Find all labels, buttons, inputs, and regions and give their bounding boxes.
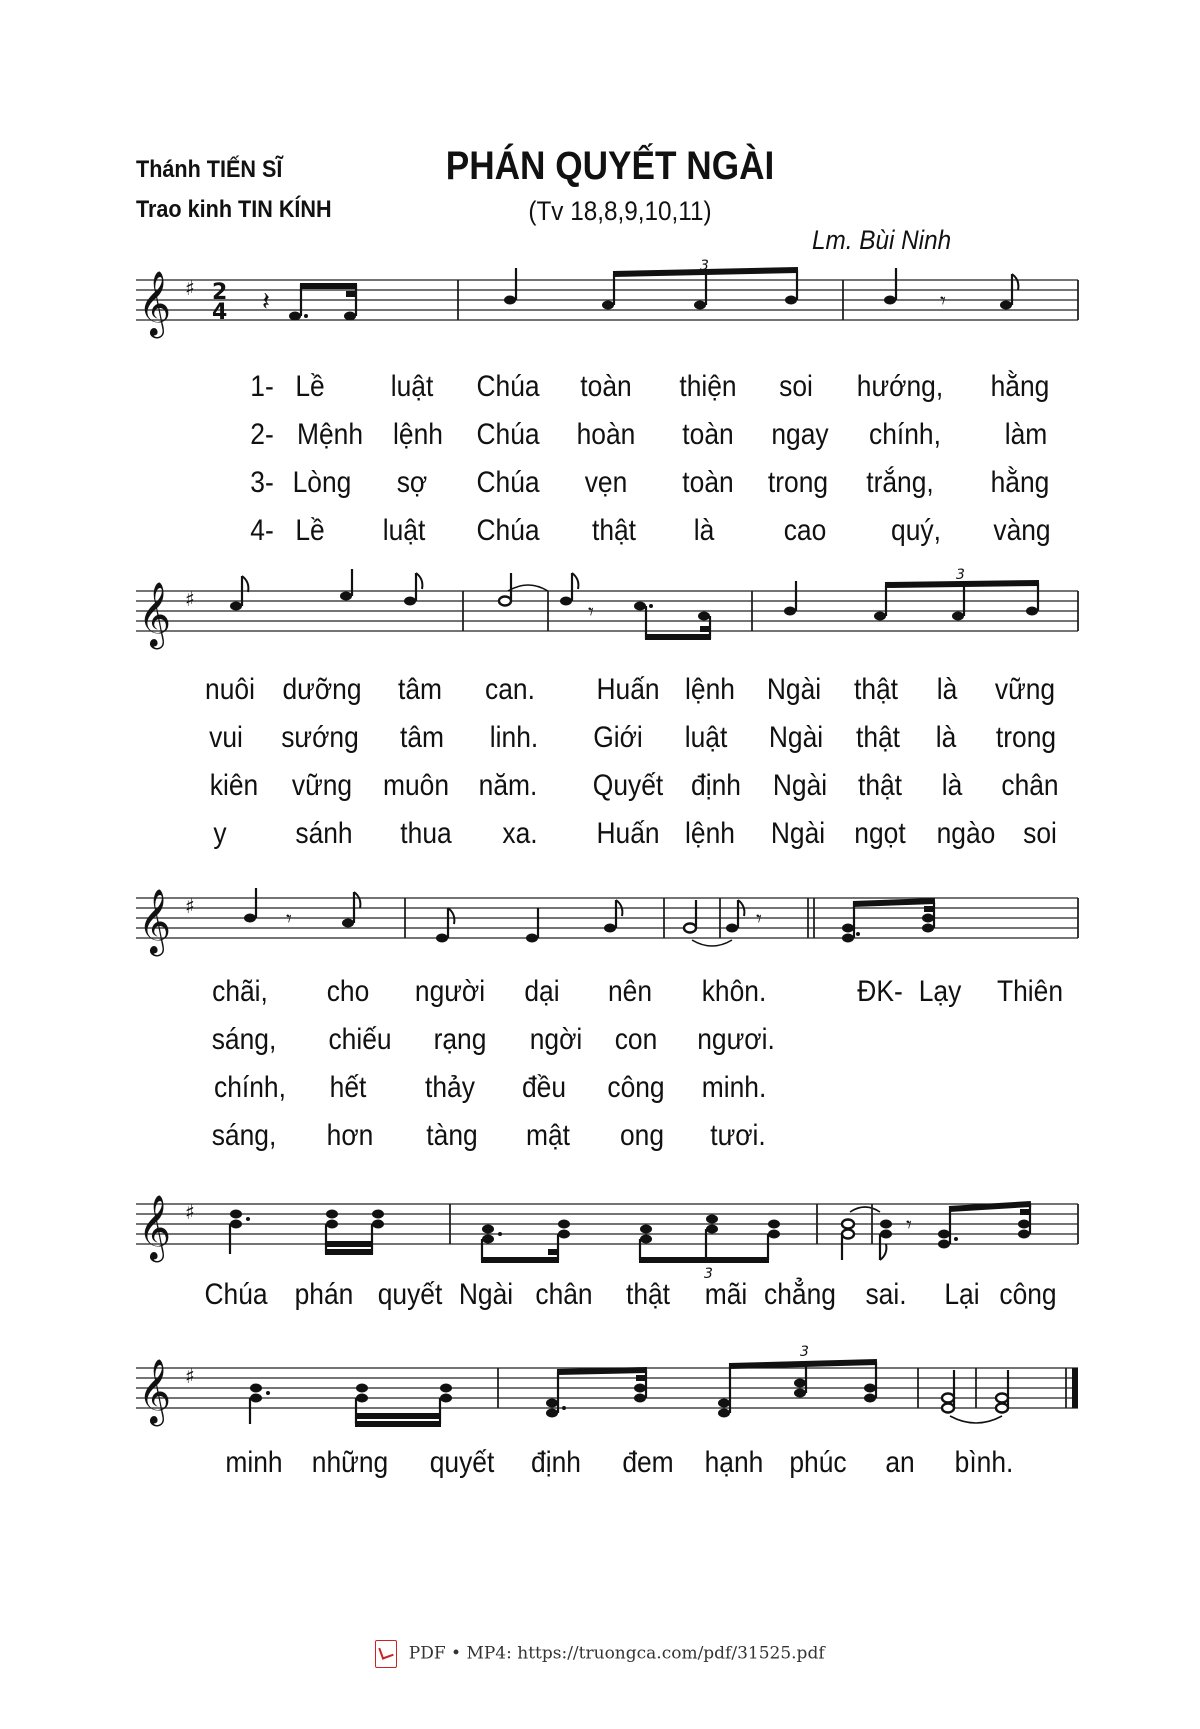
lyric-syllable: hoàn: [576, 418, 636, 451]
lyric-syllable: an: [885, 1446, 915, 1479]
note: [372, 1220, 384, 1229]
note: [1018, 1220, 1030, 1229]
lyric-syllable: hướng,: [856, 370, 944, 403]
note: [440, 1384, 452, 1393]
lyric-syllable: trắng,: [866, 466, 934, 499]
lyric-syllable: thật: [855, 721, 901, 754]
note: [356, 1384, 368, 1393]
note: [706, 1215, 718, 1224]
note: [1018, 1230, 1030, 1239]
lyric-syllable: Chúa: [204, 1278, 268, 1311]
lyric-syllable: tàng: [426, 1119, 478, 1152]
footer-link[interactable]: PDF • MP4: https://truongca.com/pdf/31525.pdf: [408, 1643, 825, 1664]
note: [938, 1240, 950, 1249]
lyric-syllable: hơn: [326, 1119, 374, 1152]
treble-clef: 𝄞: [138, 1359, 172, 1424]
lyric-syllable: dại: [524, 975, 560, 1008]
lyric-syllable: sướng: [281, 721, 359, 754]
lyric-syllable: lệnh: [685, 817, 735, 850]
half-note: [942, 1404, 954, 1413]
staff-system-4: [0, 1186, 1200, 1282]
half-note: [842, 1230, 854, 1239]
lyric-syllable: soi: [779, 370, 813, 403]
note: [698, 612, 710, 621]
note: [938, 1230, 950, 1239]
note: [244, 914, 256, 923]
note: [768, 1230, 780, 1239]
lyric-syllable: trong: [995, 721, 1057, 754]
verse-line: [0, 1023, 1200, 1057]
lyric-syllable: quyết: [377, 1278, 443, 1311]
lyric-syllable: quý,: [891, 514, 941, 547]
lyric-syllable: toàn: [580, 370, 632, 403]
note: [952, 612, 964, 621]
lyric-syllable: mật: [525, 1119, 571, 1152]
staff-lines: [136, 1368, 1078, 1408]
lyric-syllable: chãi,: [212, 975, 268, 1008]
lyric-syllable: thật: [853, 673, 899, 706]
lyric-syllable: hạnh: [704, 1446, 764, 1479]
tie: [508, 585, 548, 591]
note: [726, 924, 738, 933]
note: [640, 1235, 652, 1244]
note: [706, 1225, 718, 1234]
staff-system-5: [0, 1344, 1200, 1424]
verse-number: 1-: [250, 370, 274, 403]
lyric-syllable: Chúa: [476, 418, 540, 451]
note: [718, 1409, 730, 1418]
lyric-syllable: thua: [400, 817, 452, 850]
note: [558, 1220, 570, 1229]
note: [342, 919, 354, 928]
note: [884, 296, 896, 305]
note: [230, 1220, 242, 1229]
lyric-syllable: định: [691, 769, 741, 802]
eighth-rest: 𝄾: [906, 1213, 912, 1238]
lyric-syllable: nuôi: [205, 673, 255, 706]
note: [289, 312, 301, 321]
lyric-syllable: Ngài: [458, 1278, 514, 1311]
note: [1000, 301, 1012, 310]
lyric-syllable: chân: [1001, 769, 1059, 802]
footer: [0, 1640, 1200, 1668]
lyric-syllable: muôn: [382, 769, 450, 802]
lyric-syllable: Ngài: [768, 721, 824, 754]
verse-line: [0, 1071, 1200, 1105]
lyrics-system-4: [0, 1278, 1200, 1312]
lyrics-system-5: [0, 1446, 1200, 1480]
time-signature-top: 2: [212, 280, 228, 305]
note: [340, 592, 352, 601]
tie: [950, 1416, 1002, 1423]
staff-lines: [136, 1204, 1078, 1244]
verse-line: [0, 817, 1200, 851]
note: [440, 1394, 452, 1403]
composer: Lm. Bùi Ninh: [812, 225, 952, 255]
note: [922, 914, 934, 923]
lyric-syllable: là: [693, 514, 715, 547]
lyric-syllable: cho: [326, 975, 370, 1008]
lyric-syllable: minh.: [701, 1071, 767, 1104]
lyric-syllable: làm: [1004, 418, 1048, 451]
triplet-mark: 3: [700, 258, 709, 274]
lyric-syllable: đều: [521, 1071, 567, 1104]
note: [546, 1409, 558, 1418]
lyric-syllable: Huấn: [596, 817, 660, 850]
verse-line: [0, 466, 1200, 500]
note: [634, 1384, 646, 1393]
note: [230, 1210, 242, 1219]
lyric-syllable: vững: [994, 673, 1056, 706]
lyric-syllable: vững: [291, 769, 353, 802]
lyric-syllable: lệnh: [685, 673, 735, 706]
note: [436, 934, 448, 943]
verse-line: [0, 514, 1200, 548]
dot: [304, 314, 308, 318]
lyric-syllable: dưỡng: [282, 673, 362, 706]
eighth-rest: 𝄾: [756, 907, 762, 932]
occasion-line-1: Thánh TIẾN SĨ: [136, 156, 283, 183]
lyric-syllable: thật: [857, 769, 903, 802]
note: [864, 1394, 876, 1403]
lyric-syllable: ngọt: [854, 817, 906, 850]
lyric-syllable: sánh: [295, 817, 353, 850]
tie: [692, 940, 732, 946]
lyric-syllable: minh: [225, 1446, 283, 1479]
lyric-syllable: Lạy: [918, 975, 962, 1008]
verse-line: [0, 673, 1200, 707]
verse-line: [0, 418, 1200, 452]
eighth-rest: 𝄾: [940, 289, 946, 314]
treble-clef: 𝄞: [138, 271, 172, 336]
half-note: [996, 1394, 1008, 1403]
lyric-syllable: hết: [329, 1071, 367, 1104]
staff-lines: [136, 280, 1078, 320]
lyric-syllable: tâm: [397, 673, 443, 706]
verse-number: 2-: [250, 418, 274, 451]
note: [482, 1225, 494, 1234]
lyric-syllable: xa.: [502, 817, 538, 850]
lyric-syllable: chiếu: [328, 1023, 392, 1056]
lyric-syllable: ong: [619, 1119, 665, 1152]
staff-lines: [136, 898, 1078, 938]
half-note: [499, 597, 511, 606]
note: [880, 1220, 892, 1229]
note: [640, 1225, 652, 1234]
note: [504, 296, 516, 305]
verse-line: [0, 1119, 1200, 1153]
triplet-mark: 3: [956, 567, 965, 583]
lyric-syllable: tươi.: [710, 1119, 766, 1152]
lyric-syllable: chẳng: [764, 1278, 836, 1311]
lyric-syllable: công: [999, 1278, 1057, 1311]
lyric-syllable: Quyết: [592, 769, 664, 802]
lyric-syllable: kiên: [209, 769, 259, 802]
note: [326, 1220, 338, 1229]
note: [694, 301, 706, 310]
lyric-syllable: lệnh: [393, 418, 443, 451]
lyric-syllable: Lề: [295, 514, 325, 547]
quarter-rest: 𝄽: [262, 287, 270, 317]
time-signature-bottom: 4: [212, 300, 228, 325]
lyric-syllable: mãi: [704, 1278, 748, 1311]
lyric-syllable: Thiên: [996, 975, 1064, 1008]
lyric-syllable: can.: [485, 673, 535, 706]
lyric-syllable: chân: [535, 1278, 593, 1311]
note: [344, 312, 356, 321]
lyric-syllable: rạng: [433, 1023, 487, 1056]
lyric-syllable: Chúa: [476, 514, 540, 547]
lyric-syllable: khôn.: [701, 975, 767, 1008]
staff-system-2: [0, 567, 1200, 647]
half-note: [842, 1220, 854, 1229]
note: [372, 1210, 384, 1219]
refrain-marker: ĐK-: [857, 975, 903, 1008]
lyric-syllable: luật: [390, 370, 434, 403]
lyric-syllable: công: [607, 1071, 665, 1104]
treble-clef: 𝄞: [138, 889, 172, 954]
lyric-syllable: vàng: [993, 514, 1051, 547]
lyric-syllable: cao: [783, 514, 827, 547]
note: [718, 1399, 730, 1408]
note: [874, 612, 886, 621]
lyric-syllable: thật: [625, 1278, 671, 1311]
lyric-syllable: năm.: [478, 769, 538, 802]
lyric-syllable: toàn: [682, 466, 734, 499]
note: [880, 1230, 892, 1239]
lyric-syllable: luật: [382, 514, 426, 547]
lyric-syllable: chính,: [214, 1071, 286, 1104]
key-signature-sharp: ♯: [185, 276, 195, 300]
lyric-syllable: sáng,: [211, 1119, 277, 1152]
lyric-syllable: Chúa: [476, 466, 540, 499]
lyric-syllable: là: [941, 769, 963, 802]
lyric-syllable: hằng: [990, 370, 1050, 403]
half-note: [942, 1394, 954, 1403]
lyric-syllable: ngay: [771, 418, 829, 451]
note: [842, 934, 854, 943]
note: [558, 1230, 570, 1239]
lyric-syllable: Huấn: [596, 673, 660, 706]
lyric-syllable: sai.: [865, 1278, 907, 1311]
note: [864, 1384, 876, 1393]
lyric-syllable: thật: [591, 514, 637, 547]
lyric-syllable: hằng: [990, 466, 1050, 499]
note: [785, 296, 797, 305]
staff-system-3: [0, 880, 1200, 954]
lyric-syllable: đem: [622, 1446, 674, 1479]
eighth-rest: 𝄾: [588, 600, 594, 625]
tie: [850, 1207, 880, 1212]
lyric-syllable: trong: [767, 466, 829, 499]
lyric-syllable: sáng,: [211, 1023, 277, 1056]
lyric-syllable: con: [614, 1023, 658, 1056]
half-note: [996, 1404, 1008, 1413]
lyric-syllable: phúc: [789, 1446, 847, 1479]
triplet-mark: 3: [704, 1266, 713, 1282]
note: [602, 301, 614, 310]
eighth-rest: 𝄾: [286, 907, 292, 932]
note: [604, 924, 616, 933]
note: [560, 597, 572, 606]
lyric-syllable: ngời: [529, 1023, 583, 1056]
verse-line: [0, 370, 1200, 404]
lyric-syllable: chính,: [869, 418, 941, 451]
lyric-syllable: Lề: [295, 370, 325, 403]
verse-line: [0, 975, 1200, 1009]
lyric-syllable: bình.: [954, 1446, 1014, 1479]
note: [482, 1235, 494, 1244]
lyric-syllable: thảy: [425, 1071, 475, 1104]
note: [768, 1220, 780, 1229]
lyric-syllable: Ngài: [770, 817, 826, 850]
lyric-syllable: là: [936, 673, 958, 706]
note: [634, 1394, 646, 1403]
note: [794, 1379, 806, 1388]
lyric-syllable: ngươi.: [697, 1023, 775, 1056]
lyric-syllable: thiện: [679, 370, 737, 403]
lyric-syllable: Chúa: [476, 370, 540, 403]
staff-system-1: [0, 258, 1200, 336]
lyric-syllable: soi: [1023, 817, 1057, 850]
lyric-syllable: luật: [684, 721, 728, 754]
note: [526, 934, 538, 943]
lyric-syllable: quyết: [429, 1446, 495, 1479]
lyric-syllable: định: [531, 1446, 581, 1479]
note: [356, 1394, 368, 1403]
lyric-syllable: Giới: [593, 721, 643, 754]
lyric-syllable: linh.: [489, 721, 539, 754]
lyric-syllable: người: [414, 975, 486, 1008]
note: [634, 602, 646, 611]
note: [546, 1399, 558, 1408]
key-signature-sharp: ♯: [185, 587, 195, 611]
key-signature-sharp: ♯: [185, 1200, 195, 1224]
treble-clef: 𝄞: [138, 1195, 172, 1260]
verse-line: [0, 769, 1200, 803]
lyric-syllable: là: [935, 721, 957, 754]
lyric-syllable: y: [213, 817, 227, 850]
lyric-syllable: phán: [294, 1278, 354, 1311]
triplet-mark: 3: [800, 1344, 809, 1360]
note: [250, 1384, 262, 1393]
liturgical-occasion: [136, 150, 332, 230]
note: [1026, 607, 1038, 616]
note: [794, 1389, 806, 1398]
half-note: [684, 924, 696, 933]
key-signature-sharp: ♯: [185, 1364, 195, 1388]
lyric-syllable: tâm: [399, 721, 445, 754]
lyric-syllable: vui: [209, 721, 243, 754]
pdf-file-icon: [375, 1640, 397, 1668]
lyric-syllable: Ngài: [772, 769, 828, 802]
verse-number: 4-: [250, 514, 274, 547]
lyric-syllable: nên: [607, 975, 653, 1008]
psalm-reference: (Tv 18,8,9,10,11): [528, 196, 712, 226]
lyric-syllable: sợ: [396, 466, 428, 499]
lyric-syllable: toàn: [682, 418, 734, 451]
lyric-syllable: Ngài: [766, 673, 822, 706]
occasion-line-2: Trao kinh TIN KÍNH: [136, 196, 332, 223]
note: [326, 1210, 338, 1219]
note: [784, 607, 796, 616]
note: [922, 924, 934, 933]
treble-clef: 𝄞: [138, 582, 172, 647]
lyric-syllable: vẹn: [584, 466, 628, 499]
note: [250, 1394, 262, 1403]
lyric-syllable: Mệnh: [296, 418, 364, 451]
note: [230, 602, 242, 611]
song-title: PHÁN QUYẾT NGÀI: [445, 144, 775, 188]
note: [842, 924, 854, 933]
lyric-syllable: những: [311, 1446, 389, 1479]
verse-line: [0, 721, 1200, 755]
verse-number: 3-: [250, 466, 274, 499]
lyric-syllable: Lòng: [292, 466, 352, 499]
staff-lines: [136, 591, 1078, 631]
note: [404, 597, 416, 606]
lyric-syllable: ngào: [936, 817, 996, 850]
key-signature-sharp: ♯: [185, 894, 195, 918]
lyric-syllable: Lại: [944, 1278, 980, 1311]
